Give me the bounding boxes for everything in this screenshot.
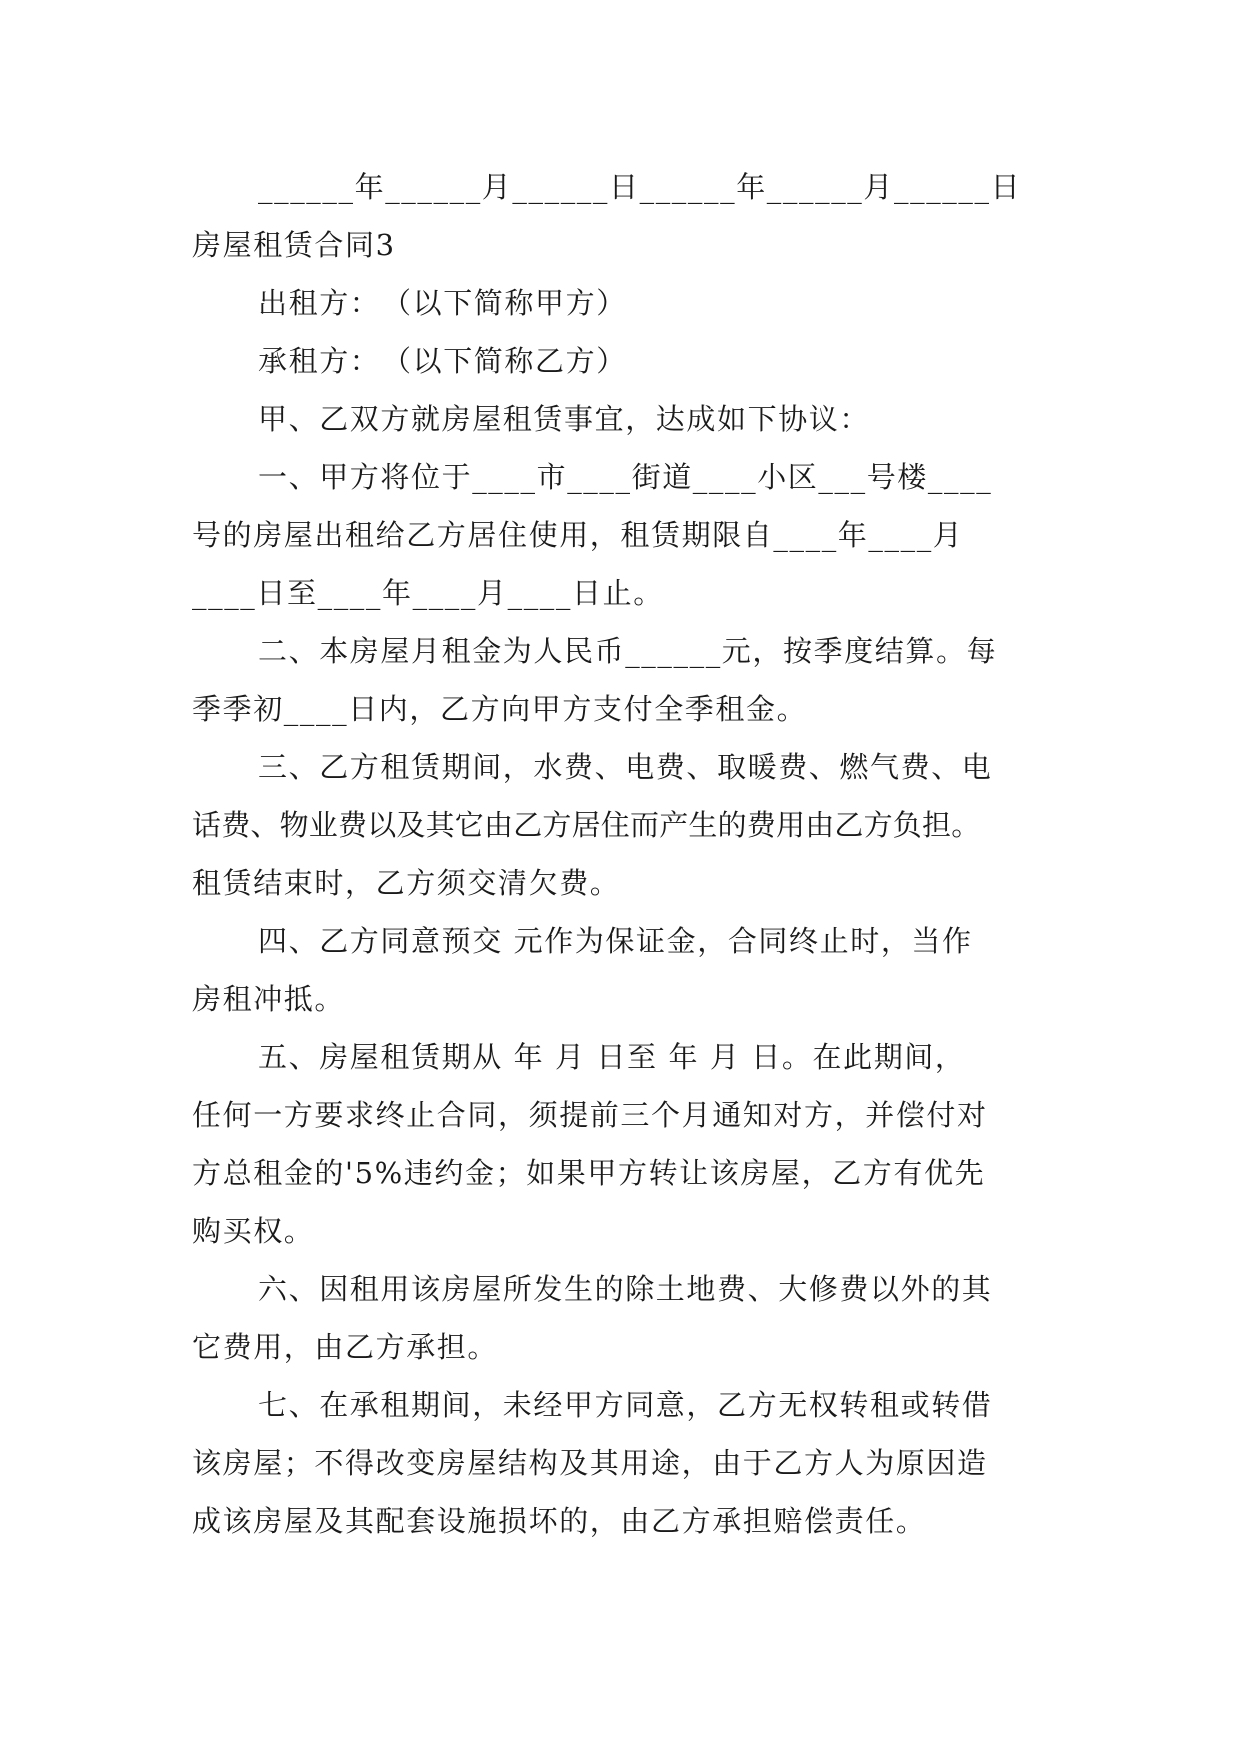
clause-line: 季季初____日内，乙方向甲方支付全季租金。 [192,692,808,726]
clause-line: 三、乙方租赁期间，水费、电费、取暖费、燃气费、电 [258,750,993,784]
clause-3 [192,738,1052,912]
lessor-line: 出租方： （以下简称甲方） [258,286,627,320]
date-line: ______年______月______日______年______月______日 [258,170,1022,204]
clause-line: 它费用，由乙方承担。 [192,1330,499,1364]
clause-line: 房租冲抵。 [192,982,346,1016]
clause-line: 二、本房屋月租金为人民币______元，按季度结算。每 [258,634,998,668]
clause-2 [192,622,1052,738]
clause-1 [192,448,1052,622]
document-body [192,158,1052,1550]
clause-4 [192,912,1052,1028]
clause-line: 购买权。 [192,1214,315,1248]
clause-line: 方总租金的'5%违约金；如果甲方转让该房屋，乙方有优先 [192,1156,986,1190]
document-title: 房屋租赁合同3 [192,228,396,262]
clause-line: 租赁结束时，乙方须交清欠费。 [192,866,621,900]
clause-line: ____日至____年____月____日止。 [192,576,664,610]
intro-line: 甲、乙双方就房屋租赁事宜，达成如下协议： [258,402,871,436]
clause-line: 五、房屋租赁期从 年 月 日至 年 月 日。在此期间， [258,1040,966,1074]
clause-line: 号的房屋出租给乙方居住使用，租赁期限自____年____月 [192,518,964,552]
clause-line: 一、甲方将位于____市____街道____小区___号楼____ [258,460,993,494]
clause-6 [192,1260,1052,1376]
clause-line: 四、乙方同意预交 元作为保证金，合同终止时，当作 [258,924,973,958]
clause-line: 七、在承租期间，未经甲方同意，乙方无权转租或转借 [258,1388,993,1422]
clause-line: 该房屋；不得改变房屋结构及其用途，由于乙方人为原因造 [192,1446,988,1480]
clause-5 [192,1028,1052,1260]
clause-line: 任何一方要求终止合同，须提前三个月通知对方，并偿付对 [192,1098,988,1132]
clause-line: 六、因租用该房屋所发生的除土地费、大修费以外的其 [258,1272,993,1306]
clause-line: 成该房屋及其配套设施损坏的，由乙方承担赔偿责任。 [192,1504,927,1538]
lessee-line: 承租方： （以下简称乙方） [258,344,627,378]
clause-7 [192,1376,1052,1550]
clause-line: 话费、物业费以及其它由乙方居住而产生的费用由乙方负担。 [192,808,981,842]
